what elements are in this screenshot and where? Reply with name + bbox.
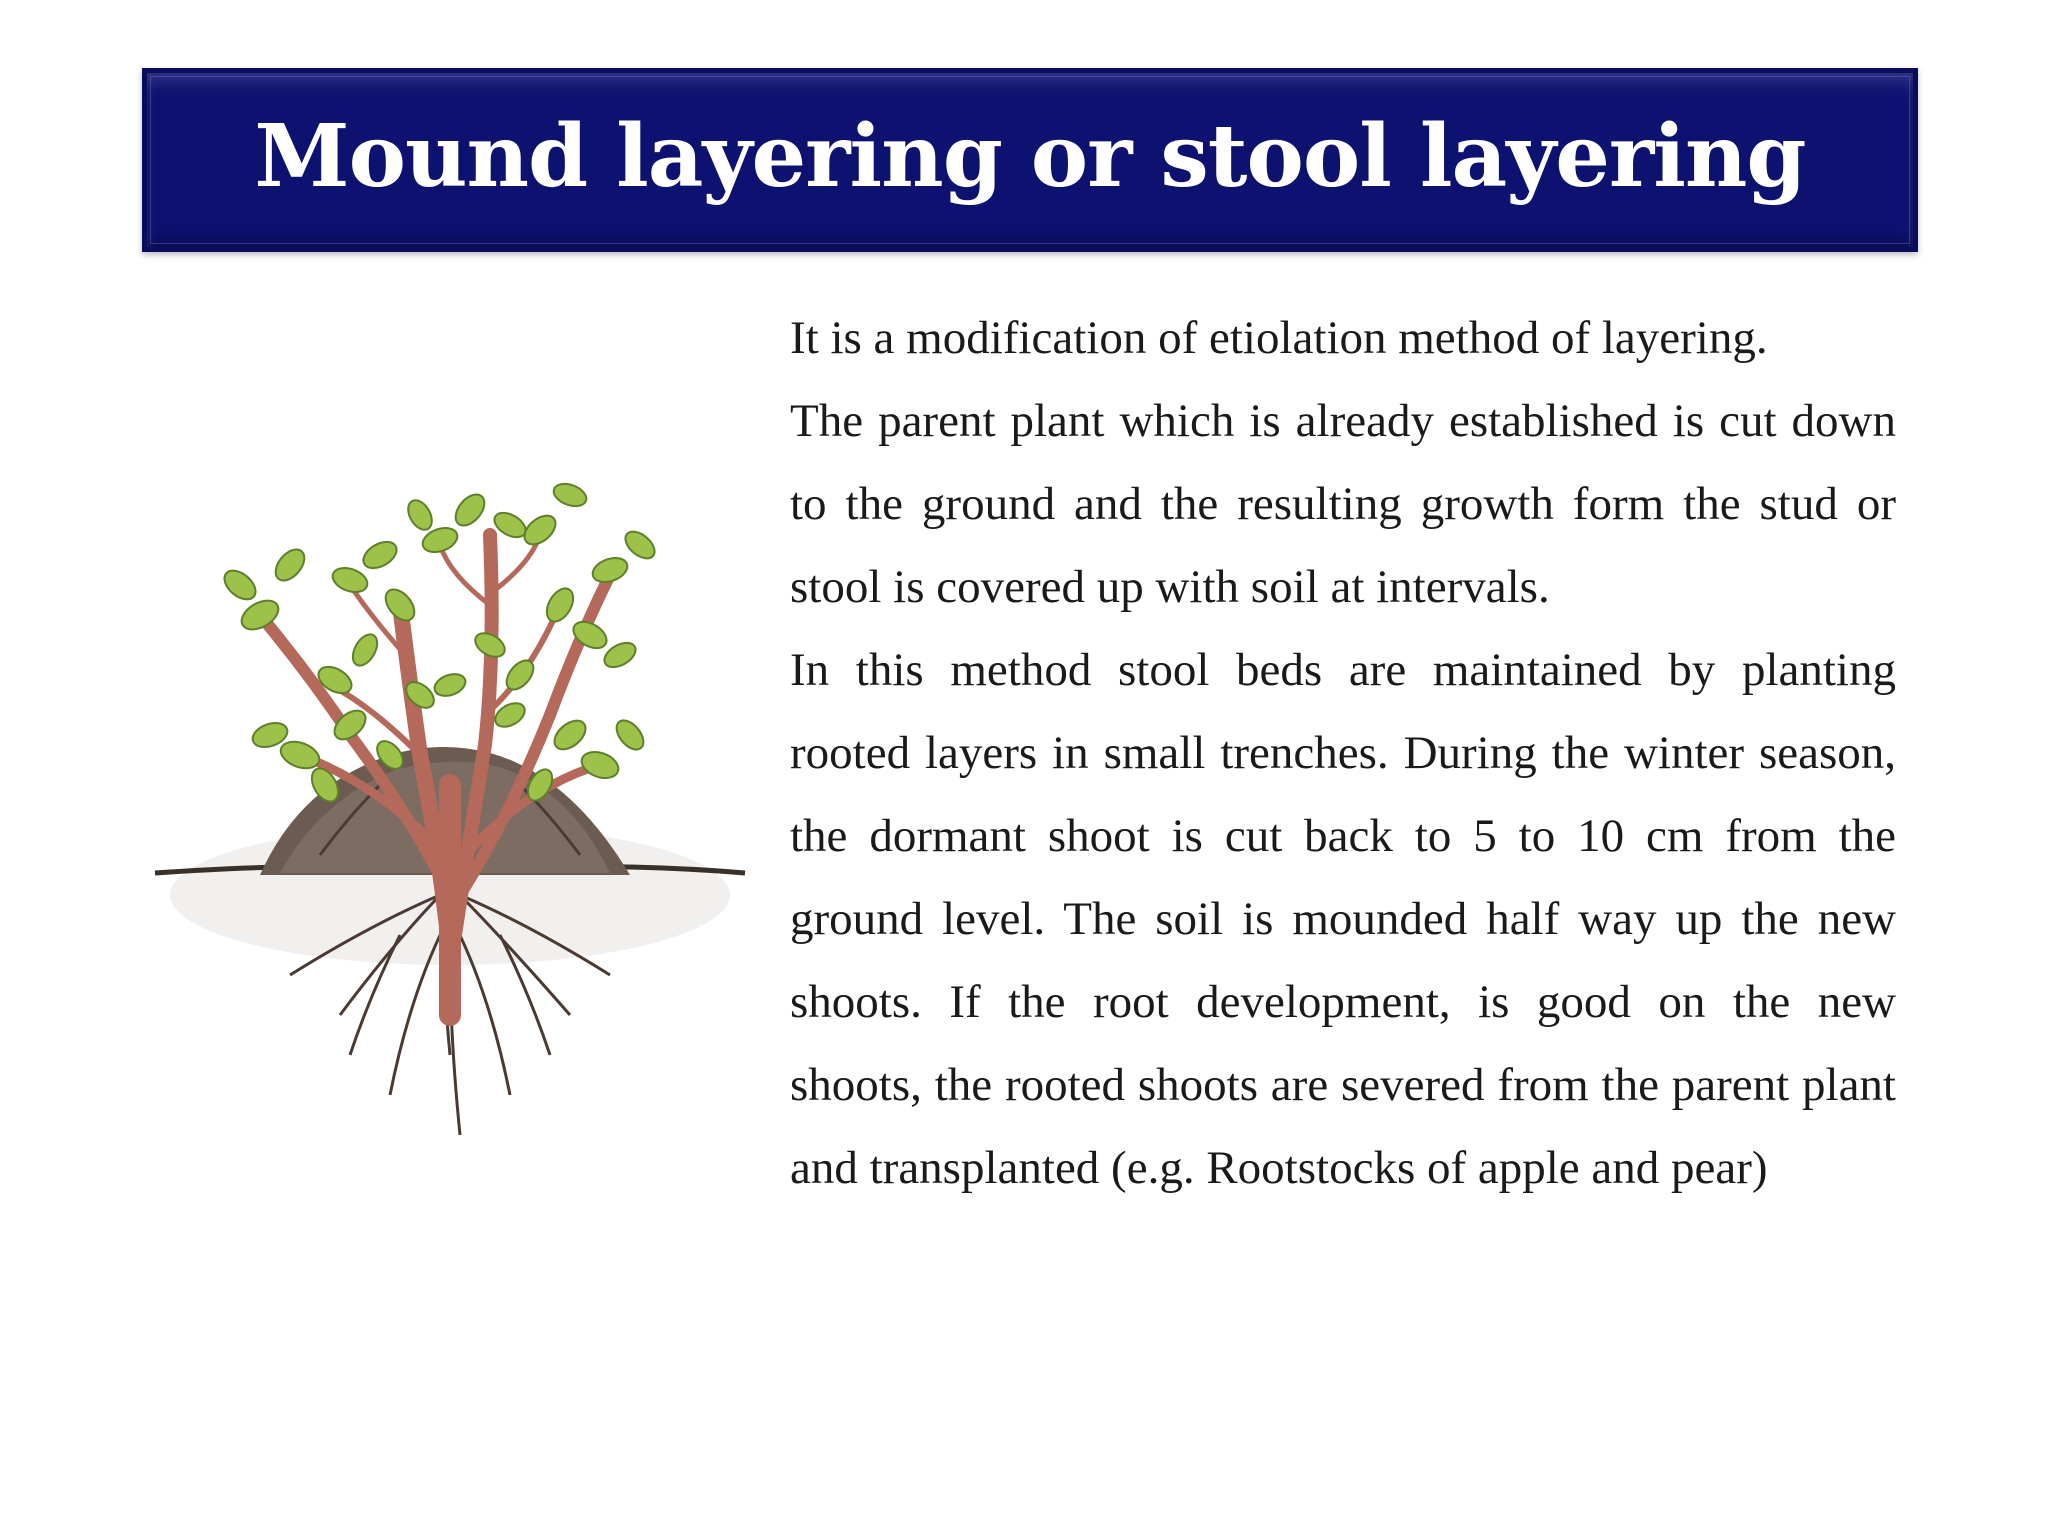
paragraph-2: The parent plant which is already established is cut down to the ground and the resulting growth form the stud or stool is covered up with soil at intervals. (790, 395, 1896, 613)
slide-body (790, 297, 1896, 1210)
paragraph-3: In this method stool beds are maintained by planting rooted layers in small trenches. During the winter season, the dormant shoot is cut back to 5 to 10 cm from the ground level. The soil is mounded half way up the new shoots. If the root development, is good on the new shoots, the rooted shoots are severed from the parent plant and transplanted (e.g. Rootstocks of apple and pear) (790, 644, 1896, 1194)
paragraph-1: It is a modification of etiolation method of layering. (790, 312, 1768, 364)
title-bar (142, 68, 1918, 252)
plant-illustration (150, 455, 750, 1155)
mound-layering-plant-icon (150, 455, 750, 1155)
slide-title: Mound layering or stool layering (254, 105, 1806, 207)
